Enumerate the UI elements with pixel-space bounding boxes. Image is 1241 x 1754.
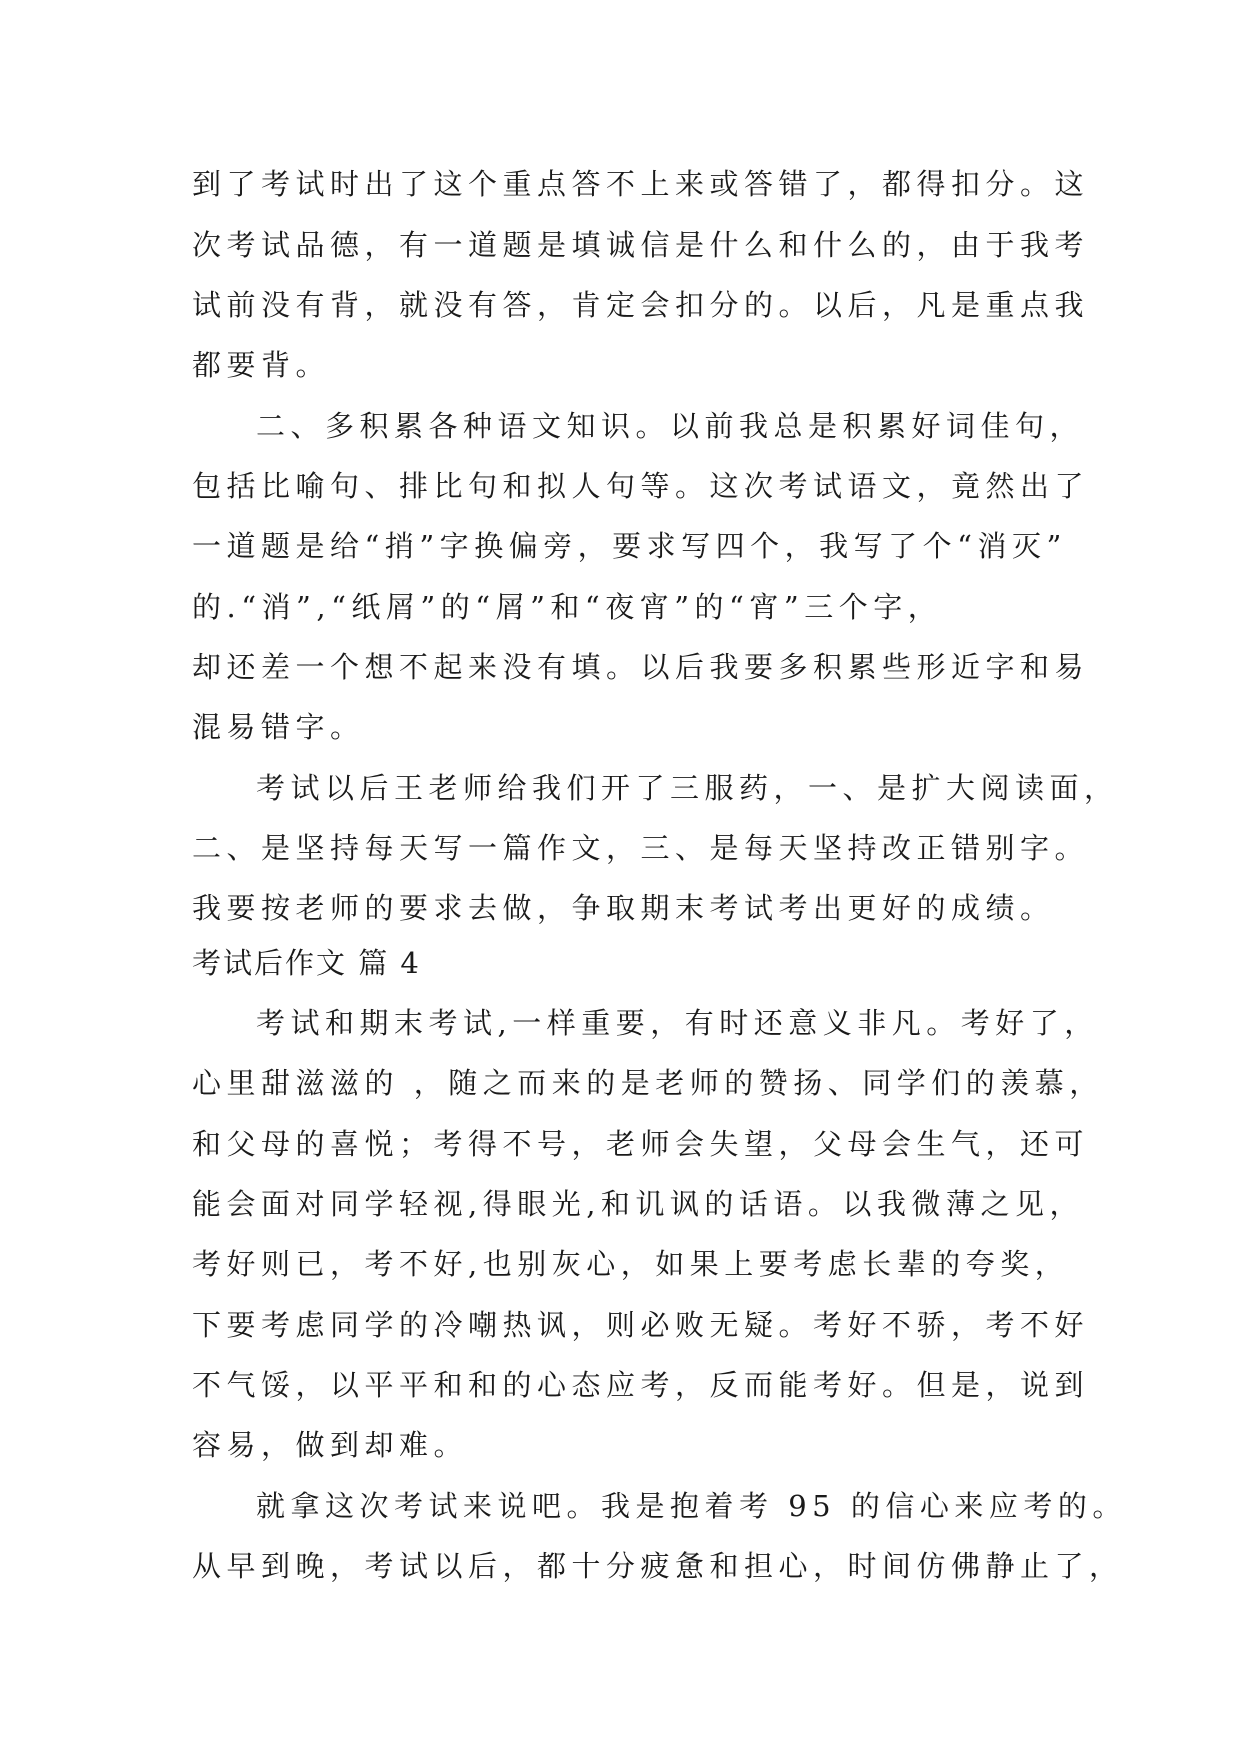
paragraph-first-line: 考试和期末考试,一样重要，有时还意义非凡。考好了， bbox=[256, 1006, 1099, 1040]
text-line: 的.“消”,“纸屑”的“屑”和“夜宵”的“宵”三个字， bbox=[192, 590, 943, 624]
paragraph-first-line: 就拿这次考试来说吧。我是抱着考 95 的信心来应考的。 bbox=[256, 1489, 1127, 1523]
text-line: 却还差一个想不起来没有填。以后我要多积累些形近字和易 bbox=[192, 650, 1090, 684]
text-line: 和父母的喜悦；考得不号，老师会失望，父母会生气，还可 bbox=[192, 1127, 1090, 1161]
paragraph-first-line: 二、多积累各种语文知识。以前我总是积累好词佳句， bbox=[256, 409, 1085, 443]
text-line: 一道题是给“捎”字换偏旁，要求写四个，我写了个“消灭” bbox=[192, 529, 1067, 563]
text-line: 包括比喻句、排比句和拟人句等。这次考试语文，竟然出了 bbox=[192, 469, 1090, 503]
text-line: 考好则已，考不好,也别灰心，如果上要考虑长辈的夸奖， bbox=[192, 1247, 1070, 1281]
text-line: 不气馁，以平平和和的心态应考，反而能考好。但是，说到 bbox=[192, 1368, 1090, 1402]
section-heading: 考试后作文 篇 4 bbox=[192, 946, 421, 980]
text-line: 下要考虑同学的冷嘲热讽，则必败无疑。考好不骄，考不好 bbox=[192, 1308, 1090, 1342]
text-line: 二、是坚持每天写一篇作文，三、是每天坚持改正错别字。 bbox=[192, 831, 1090, 865]
paragraph-first-line: 考试以后王老师给我们开了三服药，一、是扩大阅读面， bbox=[256, 771, 1119, 805]
text-line: 试前没有背，就没有答，肯定会扣分的。以后，凡是重点我 bbox=[192, 288, 1090, 322]
text-line: 到了考试时出了这个重点答不上来或答错了，都得扣分。这 bbox=[192, 167, 1090, 201]
text-line: 能会面对同学轻视,得眼光,和讥讽的话语。以我微薄之见， bbox=[192, 1187, 1084, 1221]
text-line: 从早到晚，考试以后，都十分疲惫和担心，时间仿佛静止了， bbox=[192, 1549, 1124, 1583]
text-line: 混易错字。 bbox=[192, 710, 365, 744]
text-line: 容易，做到却难。 bbox=[192, 1428, 469, 1462]
text-line: 心里甜滋滋的 ，随之而来的是老师的赞扬、同学们的羡慕， bbox=[192, 1066, 1104, 1100]
text-line: 我要按老师的要求去做，争取期末考试考出更好的成绩。 bbox=[192, 891, 1055, 925]
text-line: 次考试品德，有一道题是填诚信是什么和什么的，由于我考 bbox=[192, 228, 1090, 262]
text-line: 都要背。 bbox=[192, 348, 331, 382]
